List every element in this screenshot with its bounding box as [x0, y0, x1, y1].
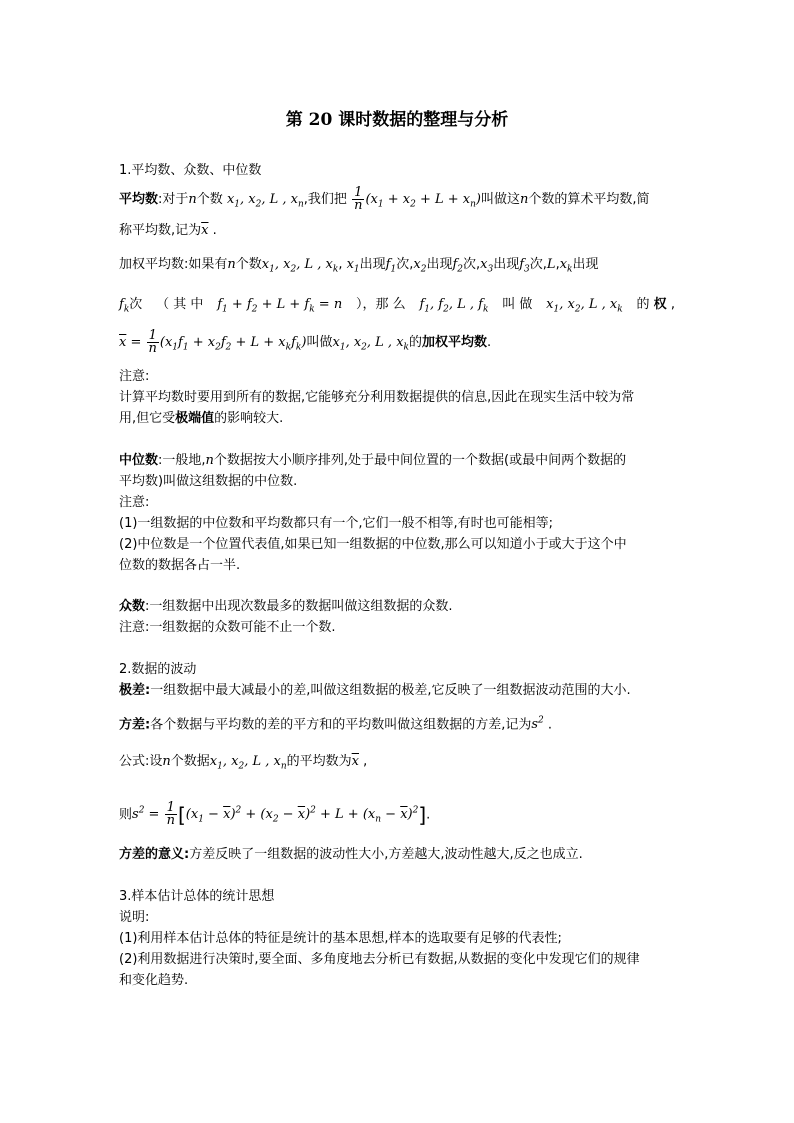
- variance-meaning: 方差的意义:方差反映了一组数据的波动性大小,方差越大,波动性越大,反之也成立.: [119, 847, 583, 862]
- note-mean-line2: 用,但它受极端值的影响较大.: [119, 411, 284, 426]
- section-3-label: 说明:: [119, 910, 150, 925]
- section-1-heading: 1.平均数、众数、中位数: [119, 163, 262, 178]
- variance-term: 方差:: [119, 717, 151, 733]
- section-3-item2-line2: 和变化趋势.: [119, 973, 189, 988]
- section-3-item1: (1)利用样本估计总体的特征是统计的基本思想,样本的选取要有足够的代表性;: [119, 931, 562, 946]
- weighted-mean-line2: $f_k$次 （ 其 中 $f_1 + f_2 + L + f_k = n$ ），那 么 $f_1$, $f_2$, L , $f_k$ 叫 做 $x_1$, $x_2$, L , $x_k$ 的 权 ,: [119, 297, 675, 315]
- page-title: 第 20 课时数据的整理与分析: [285, 110, 509, 130]
- mode-term: 众数: [119, 599, 146, 614]
- note2-item2-line2: 位数的数据各占一半.: [119, 558, 241, 573]
- range-term: 极差:: [119, 683, 151, 698]
- median-definition: 中位数:一般地,n个数据按大小顺序排列,处于最中间位置的一个数据(或最中间两个数据的: [119, 453, 627, 468]
- mode-definition: 众数:一组数据中出现次数最多的数据叫做这组数据的众数.: [119, 599, 453, 614]
- variance-definition: 方差:各个数据与平均数的差的平方和的平均数叫做这组数据的方差,记为$s^2$ .: [119, 716, 553, 733]
- note2-item1: (1)一组数据的中位数和平均数都只有一个,它们一般不相等,有时也可能相等;: [119, 516, 554, 531]
- mean-definition: 平均数:对于n个数 $x_1$, $x_2$, L , $x_n$,我们把 $\frac{1}{n}$ $(x_1 + x_2 + L + x_n)$叫做这n个数的算术平均数,简: [119, 185, 650, 213]
- note-label: 注意:: [119, 369, 150, 384]
- weighted-mean-line1: 加权平均数:如果有n个数$x_1$, $x_2$, L , $x_k$, $x_1$出现$f_1$次$,x_2$出现$f_2$次$,x_3$出现$f_3$次$,L,x_k$出现: [119, 257, 599, 275]
- section-2-heading: 2.数据的波动: [119, 662, 197, 677]
- section-3-heading: 3.样本估计总体的统计思想: [119, 889, 275, 904]
- variance-meaning-term: 方差的意义:: [119, 847, 190, 862]
- weighted-mean-formula: $\overline{x}$ = $\frac{1}{n}$ $(x_1f_1 + x_2f_2 + L + x_kf_k)$叫做$x_1$, $x_2$, L , $x_k$的加权平均数.: [119, 328, 492, 356]
- range-definition: 极差:一组数据中最大减最小的差,叫做这组数据的极差,它反映了一组数据波动范围的大小.: [119, 683, 631, 698]
- note2-label: 注意:: [119, 495, 150, 510]
- one-over-n-fraction: $\frac{1}{n}$: [354, 185, 363, 213]
- median-definition-line2: 平均数)叫做这组数据的中位数.: [119, 474, 298, 489]
- formula-setup: 公式:设n个数据$x_1$, $x_2$, L , $x_n$的平均数为$\overline{x}$ ,: [119, 754, 368, 772]
- median-term: 中位数: [119, 453, 159, 468]
- variance-formula: 则$s^2$ = $\frac{1}{n}$ $[(x_1 - \overline{x})^2 + (x_2 - \overline{x})^2 + L + (x_n - \overline{x})^2]$.: [119, 800, 431, 829]
- note-mean-line1: 计算平均数时要用到所有的数据,它能够充分利用数据提供的信息,因此在现实生活中较为常: [119, 390, 635, 405]
- section-3-item2: (2)利用数据进行决策时,要全面、多角度地去分析已有数据,从数据的变化中发现它们的规律: [119, 952, 640, 967]
- mean-definition-line2: 称平均数,记为$\overline{x}$ .: [119, 223, 217, 238]
- mean-term: 平均数: [119, 192, 159, 207]
- mode-note: 注意:一组数据的众数可能不止一个数.: [119, 620, 336, 635]
- note2-item2: (2)中位数是一个位置代表值,如果已知一组数据的中位数,那么可以知道小于或大于这个中: [119, 537, 627, 552]
